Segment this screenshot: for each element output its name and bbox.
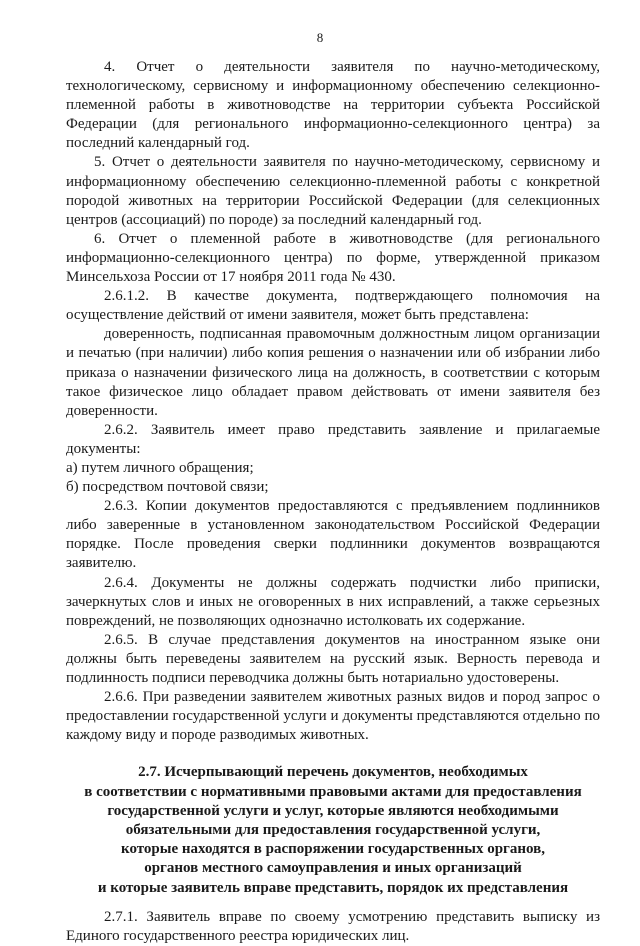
page-number: 8	[316, 30, 324, 45]
paragraph-2-6-1-2: 2.6.1.2. В качестве документа, подтверждающего полномочия на осуществление действий от имени заявителя, может быть представлена:	[66, 288, 600, 324]
paragraph-2-6-3: 2.6.3. Копии документов предоставляются с предъявлением подлинников либо заверенные в установленном законодательством Российской Федерации порядке. После проведения сверки подлинники документов возвращаются заявителю.	[66, 498, 600, 572]
heading-line: органов местного самоуправления и иных организаций	[144, 860, 522, 877]
heading-line: которые находятся в распоряжении государственных органов,	[121, 841, 545, 858]
heading-line: государственной услуги и услуг, которые являются необходимыми	[107, 802, 559, 819]
section-heading-2-7	[66, 763, 600, 897]
list-item-personal: а) путем личного обращения;	[66, 459, 254, 476]
paragraph-2-7-1: 2.7.1. Заявитель вправе по своему усмотрению представить выписку из Единого государственного реестра юридических лиц.	[66, 908, 600, 944]
document-body	[66, 58, 600, 946]
paragraph-report-4: 4. Отчет о деятельности заявителя по научно-методическому, технологическому, сервисному и информационному обеспечению селекционно-племенной работы в животноводстве на территории субъекта Российской Федерации (для регионального информационно-селекционного центра) за последний календарный год.	[66, 59, 600, 152]
heading-line: и которые заявитель вправе представить, порядок их представления	[97, 879, 569, 896]
paragraph-2-6-4: 2.6.4. Документы не должны содержать подчистки либо приписки, зачеркнутых слов и иных не оговоренных в них исправлений, а также серьезных повреждений, не позволяющих однозначно истолковать их содержание.	[66, 574, 600, 629]
paragraph-report-6: 6. Отчет о племенной работе в животноводстве (для регионального информационно-селекционного центра) по форме, утвержденной приказом Минсельхоза России от 17 ноября 2011 года № 430.	[66, 230, 600, 286]
paragraph-2-6-5: 2.6.5. В случае представления документов на иностранном языке они должны быть переведены заявителем на русский язык. Верность перевода и подлинность подписи переводчика должны быть нотариально удостоверены.	[66, 631, 600, 686]
heading-line: в соответствии с нормативными правовыми актами для предоставления	[84, 783, 582, 800]
list-item-postal: б) посредством почтовой связи;	[66, 479, 269, 496]
paragraph-power-of-attorney: доверенность, подписанная правомочным должностным лицом организации и печатью (при наличии) либо копия решения о назначении или об избрании либо приказа о назначении физического лица на должность, в соответствии с которым такое физическое лицо обладает правом действовать от имени заявителя без доверенности.	[66, 326, 600, 419]
paragraph-2-6-2: 2.6.2. Заявитель имеет право представить заявление и прилагаемые документы:	[66, 421, 600, 457]
heading-line: 2.7. Исчерпывающий перечень документов, необходимых	[138, 764, 528, 781]
paragraph-report-5: 5. Отчет о деятельности заявителя по научно-методическому, сервисному и информационному обеспечению селекционно-племенной работы с конкретной породой животных на территории Российской Федерации (для селекционных центров (ассоциаций) по породе) за последний календарный год.	[66, 154, 600, 228]
paragraph-2-6-6: 2.6.6. При разведении заявителем животных разных видов и пород запрос о предоставлении государственной услуги и документы представляются отдельно по каждому виду и породе разводимых животных.	[66, 689, 600, 744]
heading-line: обязательными для предоставления государственной услуги,	[125, 821, 541, 838]
